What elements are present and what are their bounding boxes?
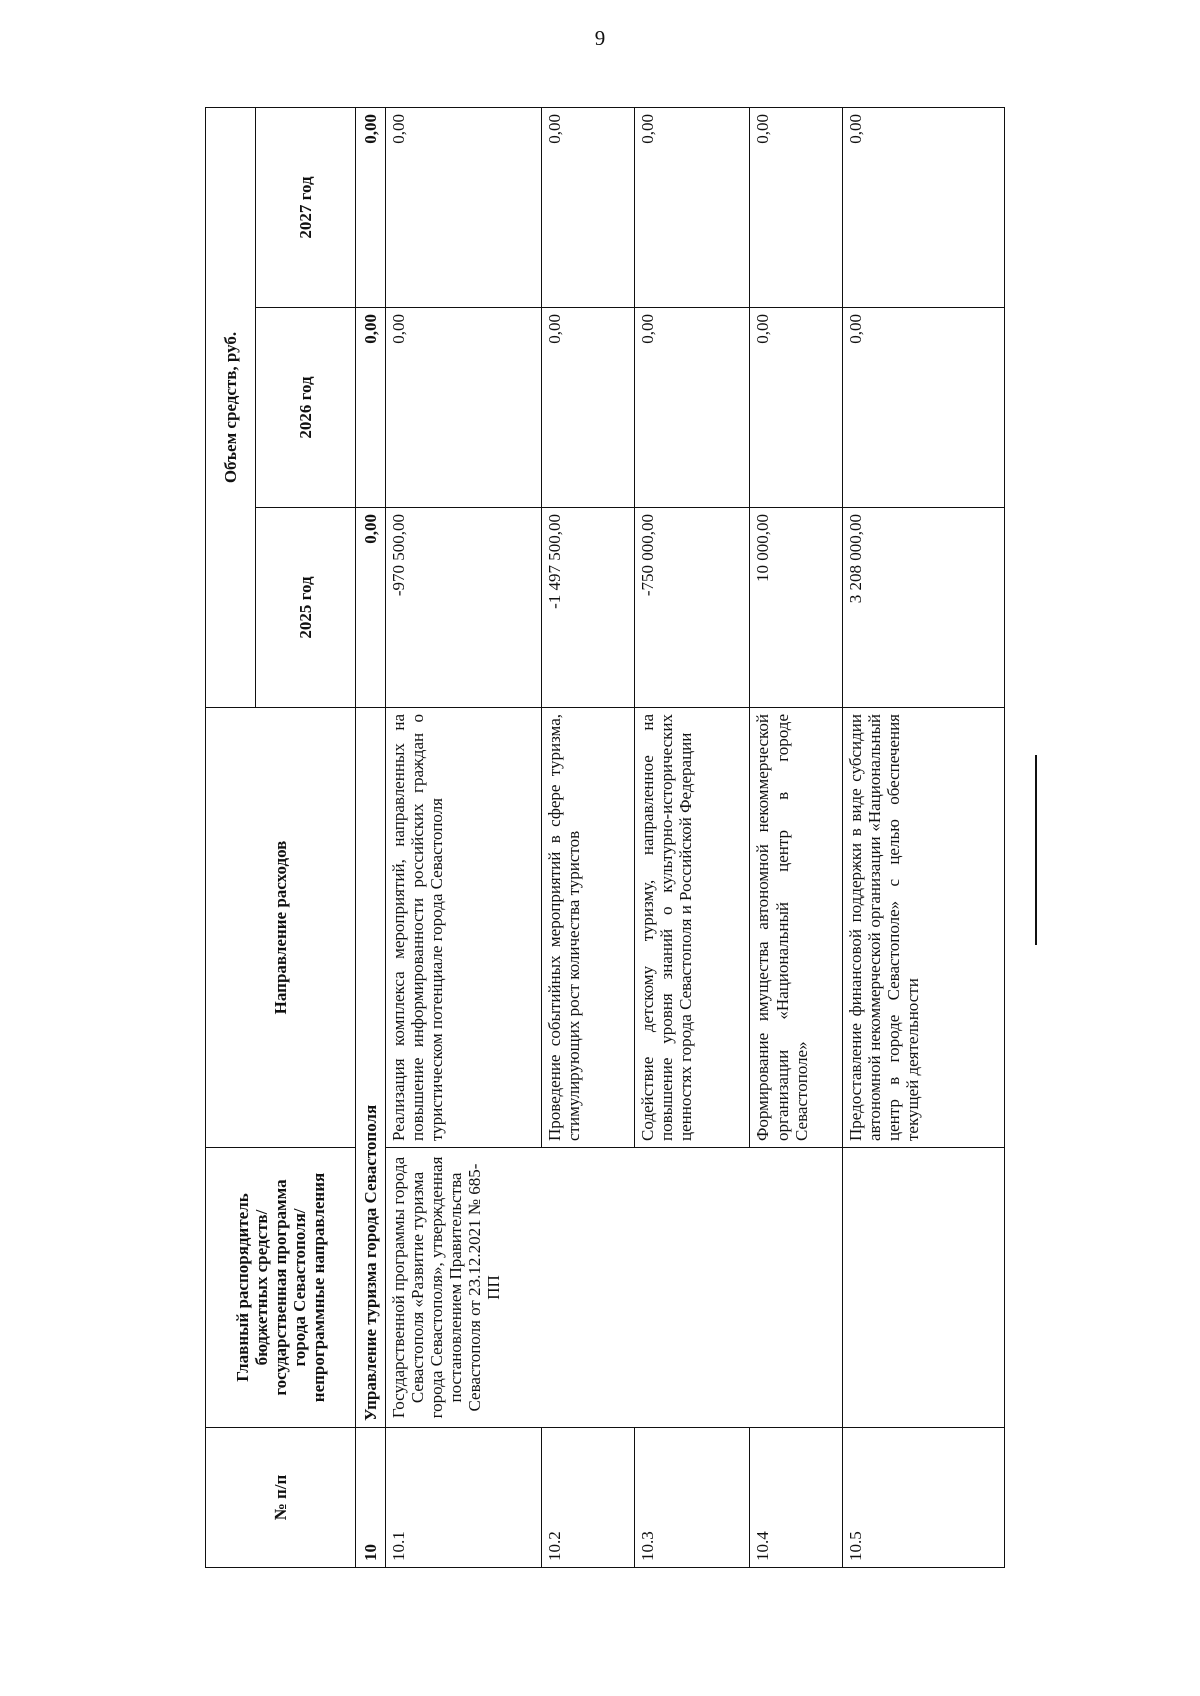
- table-row: [843, 108, 1005, 1568]
- header-year-2027: 2027 год: [256, 108, 356, 308]
- row-2027: 0,00: [750, 108, 843, 308]
- page-number: 9: [594, 26, 606, 50]
- row-2025: -750 000,00: [634, 508, 750, 708]
- header-volume: Объем средств, руб.: [206, 108, 256, 708]
- row-2025: -970 500,00: [386, 508, 542, 708]
- row-2026: 0,00: [542, 308, 635, 508]
- row-2027: 0,00: [843, 108, 1005, 308]
- row-2027: 0,00: [386, 108, 542, 308]
- row-2027: 0,00: [634, 108, 750, 308]
- row-2026: 0,00: [634, 308, 750, 508]
- row-2027: 0,00: [542, 108, 635, 308]
- row-num: 10.4: [750, 1428, 843, 1568]
- row-num: 10.3: [634, 1428, 750, 1568]
- row-2025: -1 497 500,00: [542, 508, 635, 708]
- header-program: Главный распорядитель бюджетных средств/государственная программа города Севастополя/непрограммные направления: [206, 1148, 356, 1428]
- row-num: 10.5: [843, 1428, 1005, 1568]
- program-cell-empty: [843, 1148, 1005, 1428]
- agency-num: 10: [356, 1428, 386, 1568]
- row-direction: Проведение событийных мероприятий в сфере туризма, стимулирующих рост количества туристов: [542, 708, 635, 1148]
- rotated-table-container: [205, 108, 1005, 1568]
- agency-row: [356, 108, 386, 1568]
- end-of-table-divider: [1035, 755, 1037, 945]
- header-direction: Направление расходов: [206, 708, 356, 1148]
- header-num: № п/п: [206, 1428, 356, 1568]
- row-direction: Предоставление финансовой поддержки в виде субсидии автономной некоммерческой организации «Национальный центр в городе Севастополе» с целью обеспечения текущей деятельности: [843, 708, 1005, 1148]
- row-2026: 0,00: [386, 308, 542, 508]
- table-row: [386, 108, 542, 1568]
- program-cell: Государственной программы города Севастополя «Развитие туризма города Севастополя», утвержденная постановлением Правительства Севастополя от 23.12.2021 № 685-ПП: [386, 1148, 843, 1428]
- row-num: 10.1: [386, 1428, 542, 1568]
- agency-name: Управление туризма города Севастополя: [356, 708, 386, 1428]
- row-num: 10.2: [542, 1428, 635, 1568]
- row-direction: Формирование имущества автономной некоммерческой организации «Национальный центр в городе Севастополе»: [750, 708, 843, 1148]
- header-year-2026: 2026 год: [256, 308, 356, 508]
- row-direction: Реализация комплекса мероприятий, направленных на повышение информированности российских граждан о туристическом потенциале города Севастополя: [386, 708, 542, 1148]
- agency-2025: 0,00: [356, 508, 386, 708]
- row-2026: 0,00: [750, 308, 843, 508]
- header-year-2025: 2025 год: [256, 508, 356, 708]
- agency-2027: 0,00: [356, 108, 386, 308]
- row-2025: 3 208 000,00: [843, 508, 1005, 708]
- row-2025: 10 000,00: [750, 508, 843, 708]
- budget-table: [205, 107, 1005, 1568]
- row-direction: Содействие детскому туризму, направленное на повышение уровня знаний о культурно-исторических ценностях города Севастополя и Российской Федерации: [634, 708, 750, 1148]
- row-2026: 0,00: [843, 308, 1005, 508]
- agency-2026: 0,00: [356, 308, 386, 508]
